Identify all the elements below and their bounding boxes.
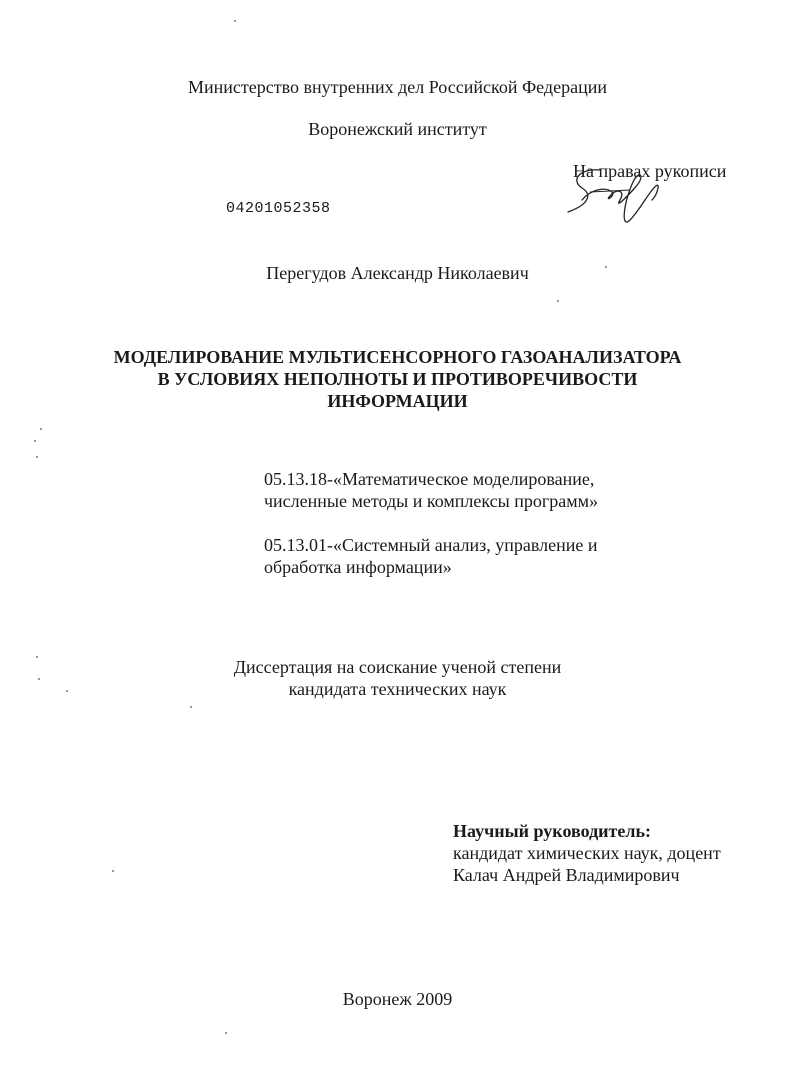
scan-speck — [38, 678, 40, 680]
supervisor-rank: кандидат химических наук, доцент — [453, 843, 721, 863]
specialty-1 — [264, 468, 598, 512]
scan-speck — [112, 870, 114, 872]
scan-speck — [40, 428, 42, 430]
specialty-2 — [264, 534, 597, 578]
scan-speck — [234, 20, 236, 22]
scan-speck — [557, 300, 559, 302]
scan-speck — [36, 656, 38, 658]
specialty-2-line-2: обработка информации» — [264, 557, 452, 577]
scan-speck — [36, 456, 38, 458]
city-year: Воронеж 2009 — [342, 989, 453, 1009]
document-code: 04201052358 — [226, 200, 331, 217]
ministry-header: Министерство внутренних дел Российской Федерации — [188, 77, 607, 97]
specialty-2-line-1: 05.13.01-«Системный анализ, управление и — [264, 535, 598, 555]
scan-speck — [225, 1032, 227, 1034]
author-name: Перегудов Александр Николаевич — [266, 263, 529, 283]
title-line-3: ИНФОРМАЦИИ — [327, 391, 468, 411]
scan-speck — [190, 706, 192, 708]
supervisor-heading: Научный руководитель: — [453, 821, 651, 841]
title-line-1: МОДЕЛИРОВАНИЕ МУЛЬТИСЕНСОРНОГО ГАЗОАНАЛИЗАТОРА — [113, 347, 682, 367]
scan-speck — [34, 440, 36, 442]
scan-speck — [605, 266, 607, 268]
supervisor-block — [453, 820, 721, 886]
signature-icon — [560, 160, 680, 240]
specialty-1-line-2: численные методы и комплексы программ» — [264, 491, 599, 511]
degree-line-2: кандидата технических наук — [288, 679, 507, 699]
institute-name: Воронежский институт — [308, 119, 487, 139]
specialty-1-line-1: 05.13.18-«Математическое моделирование, — [264, 469, 595, 489]
manuscript-note: На правах рукописи — [573, 161, 727, 181]
title-line-2: В УСЛОВИЯХ НЕПОЛНОТЫ И ПРОТИВОРЕЧИВОСТИ — [157, 369, 638, 389]
degree-line-1: Диссертация на соискание ученой степени — [233, 657, 562, 677]
scan-speck — [66, 690, 68, 692]
supervisor-name: Калач Андрей Владимирович — [453, 865, 680, 885]
